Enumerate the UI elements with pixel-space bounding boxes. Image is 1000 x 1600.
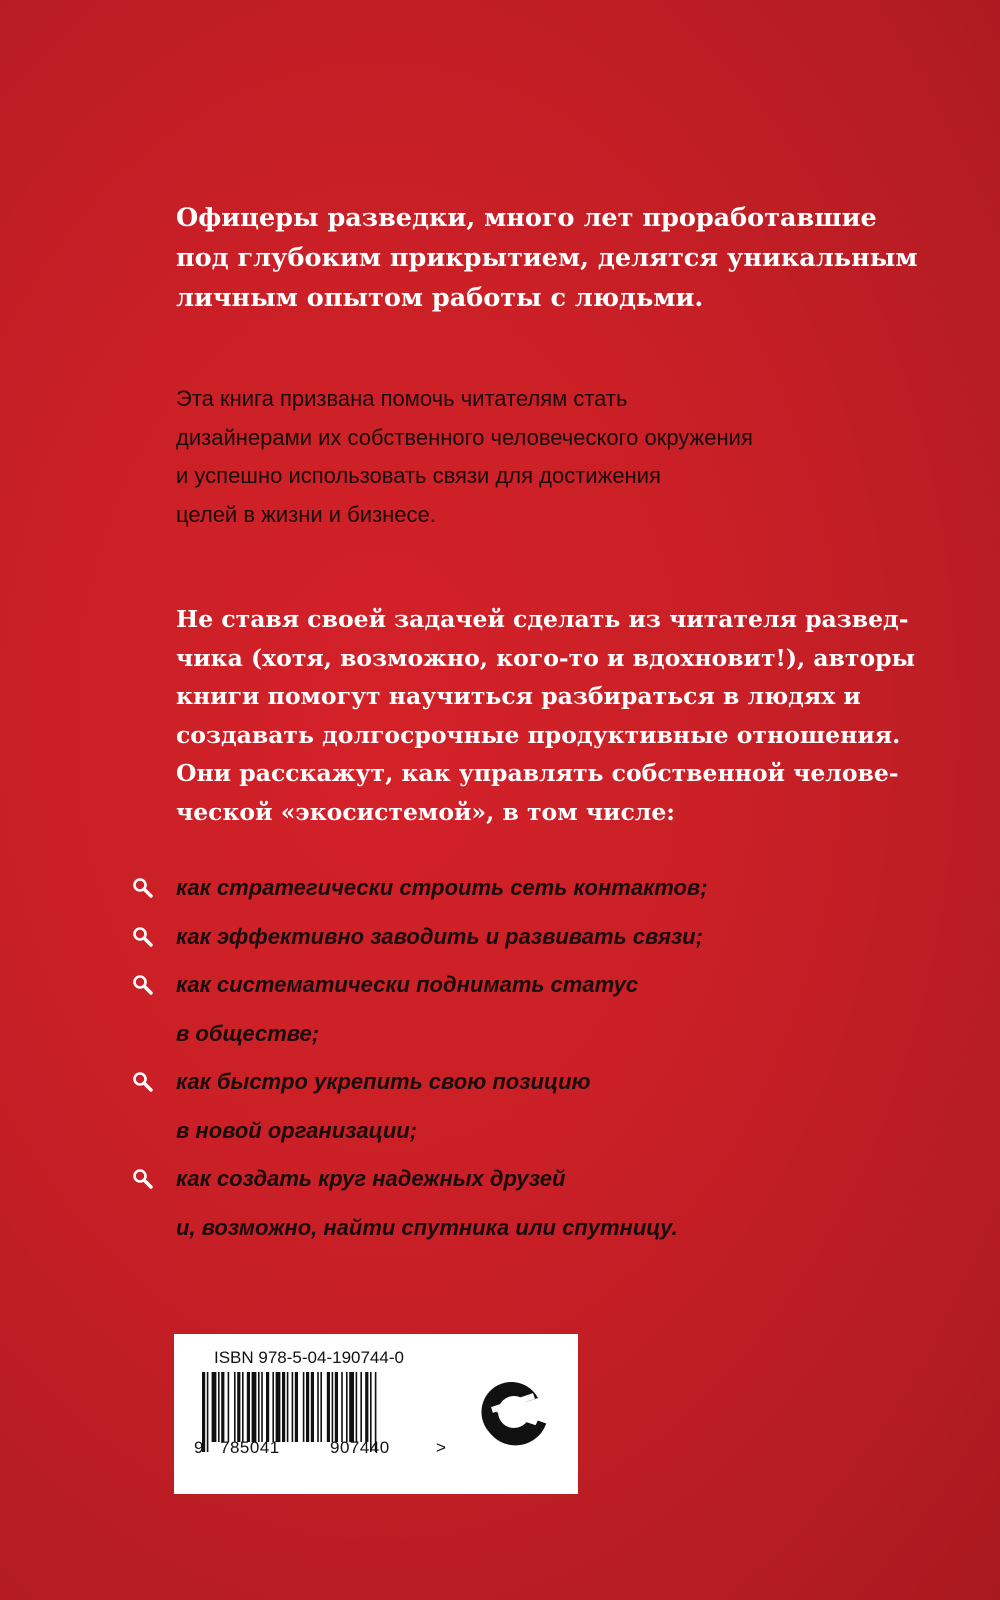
description-line: дизайнерами их собственного человеческого окружения: [176, 424, 753, 450]
barcode-bar: [346, 1372, 348, 1442]
summary-line: Не ставя своей задачей сделать из читателя развед-: [176, 605, 909, 633]
magnifier-icon: [132, 1168, 154, 1190]
summary-paragraph: [176, 600, 936, 831]
summary-line: Они расскажут, как управлять собственной челове-: [176, 759, 899, 787]
list-item: [128, 913, 928, 962]
eksmo-logo: [472, 1360, 556, 1464]
list-item-text: в обществе;: [176, 1020, 320, 1046]
list-item-text: как быстро укрепить свою позицию: [176, 1069, 591, 1094]
barcode-bar: [295, 1372, 298, 1442]
barcode-digit-first: 9: [194, 1438, 204, 1457]
list-item-text: как эффективно заводить и развивать связи;: [176, 923, 703, 949]
summary-line: чика (хотя, возможно, кого-то и вдохновит!), авторы: [176, 643, 916, 672]
barcode-bar: [303, 1372, 305, 1442]
barcode-bar: [272, 1372, 274, 1442]
description-line: Эта книга призвана помочь читателям стать: [176, 386, 628, 411]
description-line: целей в жизни и бизнесе.: [176, 501, 436, 527]
list-item-text: как систематически поднимать статус: [176, 972, 639, 997]
list-item-text: в новой организации;: [176, 1117, 418, 1143]
barcode-bar: [207, 1372, 209, 1452]
barcode-bar: [320, 1372, 322, 1442]
list-item-text: как стратегически строить сеть контактов;: [176, 875, 708, 900]
barcode-bar: [242, 1372, 244, 1442]
barcode-bar: [276, 1372, 281, 1442]
list-item: [128, 864, 928, 913]
barcode-bar: [317, 1372, 319, 1442]
description-paragraph: [176, 380, 936, 534]
description-line: и успешно использовать связи для достижения: [176, 463, 661, 488]
barcode-bar: [247, 1372, 250, 1442]
barcode-bar: [252, 1372, 257, 1442]
barcode-bar: [311, 1372, 314, 1442]
barcode-bar: [221, 1372, 224, 1442]
lead-line: личным опытом работы с людьми.: [176, 283, 704, 313]
barcode-bar: [335, 1372, 338, 1442]
isbn-barcode-panel: [174, 1334, 578, 1494]
barcode-bar: [261, 1372, 263, 1442]
list-item: [128, 961, 928, 1058]
list-item: [128, 1058, 928, 1155]
magnifier-icon: [132, 926, 154, 948]
barcode-digit-end: >: [436, 1438, 447, 1457]
list-item-text: и, возможно, найти спутника или спутницу.: [176, 1214, 678, 1240]
barcode-bar: [234, 1372, 236, 1442]
barcode-bar: [365, 1372, 368, 1442]
barcode-digits-left: 785041: [220, 1438, 280, 1457]
barcode-bar: [292, 1372, 294, 1442]
lead-paragraph: [176, 198, 956, 318]
barcode-bar: [218, 1372, 220, 1442]
list-item-text: как создать круг надежных друзей: [176, 1166, 566, 1191]
benefits-list: [128, 864, 928, 1252]
barcode-bar: [356, 1372, 358, 1442]
lead-line: Офицеры разведки, много лет проработавшие: [176, 203, 877, 233]
summary-line: ческой «экосистемой», в том числе:: [176, 797, 675, 826]
barcode-bar: [341, 1372, 343, 1442]
barcode-bar: [327, 1372, 330, 1442]
magnifier-icon: [132, 877, 154, 899]
barcode-bar: [282, 1372, 285, 1442]
barcode-bar: [332, 1372, 334, 1442]
lead-line: под глубоким прикрытием, делятся уникальным: [176, 243, 918, 273]
magnifier-icon: [132, 974, 154, 996]
barcode-digits-right: 907440: [330, 1438, 390, 1457]
barcode-bar: [237, 1372, 240, 1442]
barcode-bar: [212, 1372, 217, 1442]
barcode-bar: [228, 1372, 230, 1442]
barcode-bar: [306, 1372, 309, 1442]
list-item: [128, 1155, 928, 1252]
barcode-bar: [258, 1372, 260, 1442]
barcode-bar: [360, 1372, 362, 1442]
barcode-bar: [287, 1372, 289, 1442]
magnifier-icon: [132, 1071, 154, 1093]
summary-line: создавать долгосрочные продуктивные отношения.: [176, 720, 901, 749]
summary-line: книги помогут научиться разбираться в людях и: [176, 682, 861, 710]
isbn-label: ISBN 978-5-04-190744-0: [214, 1348, 404, 1367]
barcode-bar: [266, 1372, 269, 1442]
barcode-bar: [349, 1372, 354, 1442]
